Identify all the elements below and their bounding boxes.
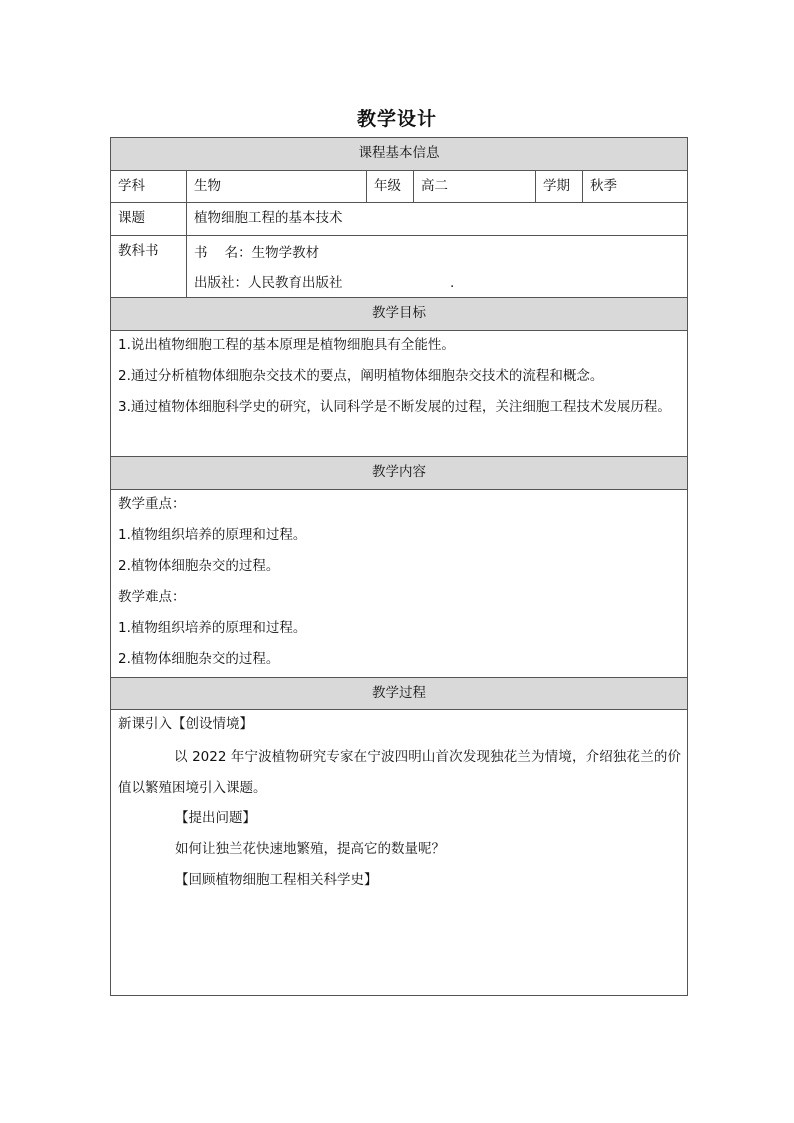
basic-info-header (111, 138, 687, 171)
difficult-points-title: 教学难点： (118, 589, 186, 605)
process-header (111, 678, 687, 710)
objective-item: 1.说出植物细胞工程的基本原理是植物细胞具有全能性。 (118, 337, 455, 353)
objective-item: 3.通过植物体细胞科学史的研究，认同科学是不断发展的过程，关注细胞工程技术发展历程。 (118, 399, 671, 415)
question-text: 如何让独兰花快速地繁殖，提高它的数量呢？ (175, 841, 445, 857)
content-header-text: 教学内容 (372, 464, 426, 480)
objectives-body (111, 331, 687, 457)
intro-paragraph: 以 2022 年宁波植物研究专家在宁波四明山首次发现独花兰为情境，介绍独花兰的价值以繁殖困境引入课题。 (118, 749, 681, 796)
basic-info-header-text: 课程基本信息 (358, 145, 440, 161)
key-point-item: 1.植物组织培养的原理和过程。 (118, 527, 307, 543)
publisher-trailing-mark: . (450, 275, 455, 291)
subject-row (111, 171, 687, 203)
objective-item: 2.通过分析植物体细胞杂交技术的要点，阐明植物体细胞杂交技术的流程和概念。 (118, 368, 604, 384)
topic-value: 植物细胞工程的基本技术 (194, 210, 343, 226)
grade-value: 高二 (414, 171, 536, 202)
publisher-line: 出版社：人民教育出版社 (194, 275, 343, 291)
term-value: 秋季 (590, 178, 617, 194)
textbook-row (111, 236, 687, 298)
objectives-header-text: 教学目标 (372, 305, 426, 321)
topic-row (111, 203, 687, 236)
textbook-label: 教科书 (111, 236, 187, 297)
book-name-line: 书 名：生物学教材 (194, 245, 320, 261)
difficult-point-item: 1.植物组织培养的原理和过程。 (118, 620, 307, 636)
history-title: 【回顾植物细胞工程相关科学史】 (175, 872, 378, 888)
key-point-item: 2.植物体细胞杂交的过程。 (118, 558, 280, 574)
intro-line: 新课引入【创设情境】 (118, 716, 253, 732)
key-points-title: 教学重点： (118, 496, 186, 512)
topic-label: 课题 (111, 203, 187, 235)
objectives-header (111, 298, 687, 331)
textbook-value (187, 236, 687, 297)
subject-value: 生物 (187, 171, 367, 202)
grade-label: 年级 (367, 171, 414, 202)
question-title: 【提出问题】 (175, 810, 256, 826)
content-body (111, 490, 687, 678)
lesson-plan-table (110, 137, 688, 996)
term-label: 学期 (536, 171, 583, 202)
content-header (111, 457, 687, 490)
process-header-text: 教学过程 (372, 685, 426, 701)
difficult-point-item: 2.植物体细胞杂交的过程。 (118, 651, 280, 667)
document-title: 教学设计 (356, 108, 437, 130)
process-body (111, 710, 687, 995)
subject-label: 学科 (111, 171, 187, 202)
